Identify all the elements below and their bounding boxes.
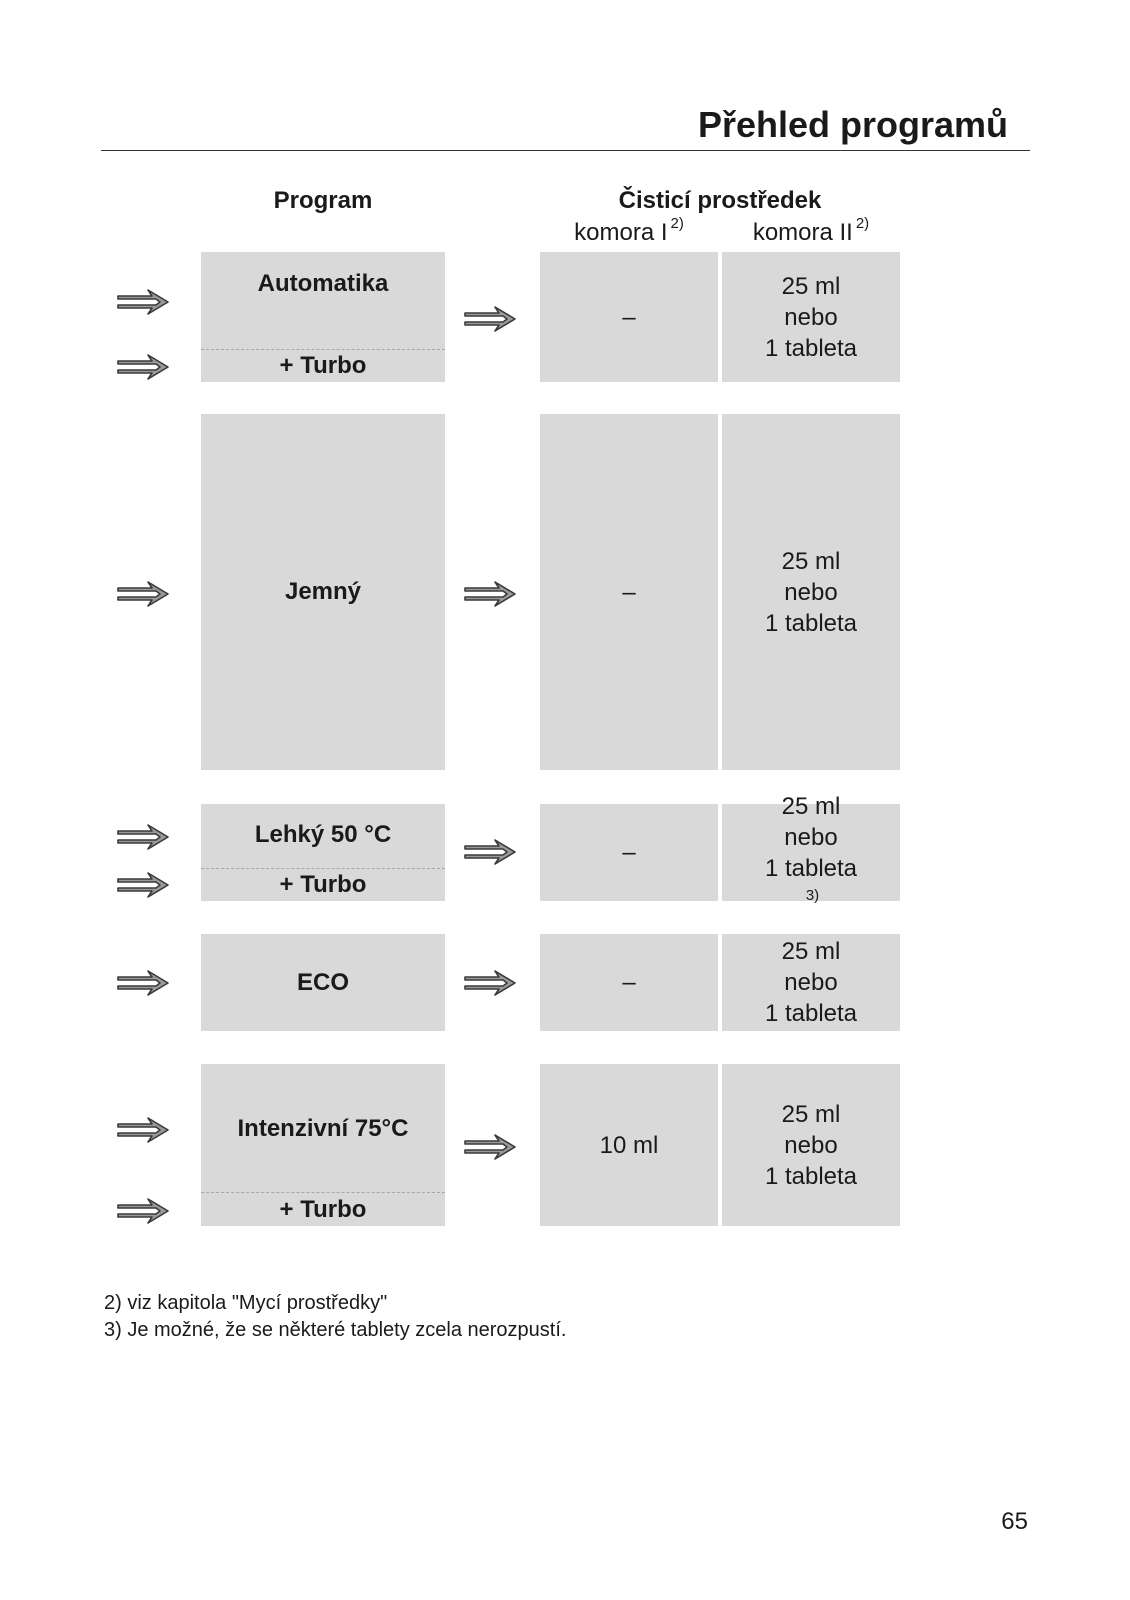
double-arrow-right-icon [116,821,176,853]
header-chamber-1: komora I $^{2)}$ [574,215,684,246]
double-arrow-right-icon [116,967,176,999]
turbo-option: + Turbo [201,349,445,382]
header-program: Program [273,187,373,214]
double-arrow-right-icon [116,286,176,318]
chamber-2-value: 25 ml nebo 1 tableta [722,1064,900,1226]
chamber-1-value: – [540,934,718,1031]
double-arrow-right-icon [463,836,523,868]
header-detergent: Čisticí prostředek [618,187,822,214]
footnote-3: 3) Je možné, že se některé tablety zcela nerozpustí. [104,1319,567,1341]
chamber-1-value: – [540,252,718,382]
double-arrow-right-icon [116,869,176,901]
chamber-2-value: 25 ml nebo 1 tableta $^{3)}$ [722,804,900,901]
program-name: Jemný [201,414,445,770]
chamber-1-value: – [540,804,718,901]
double-arrow-right-icon [463,303,523,335]
chamber-1-value: 10 ml [540,1064,718,1226]
program-name: ECO [201,934,445,1031]
program-name: Lehký 50 °C [254,821,392,848]
header-chamber-2: komora II $^{2)}$ [752,215,870,246]
turbo-option: + Turbo [201,868,445,901]
double-arrow-right-icon [463,578,523,610]
page-title: Přehled programů [697,104,1008,145]
turbo-option: + Turbo [201,1192,445,1226]
program-name: Intenzivní 75°C [237,1115,409,1142]
page-number: 65 [1001,1508,1028,1535]
double-arrow-right-icon [116,578,176,610]
chamber-2-value: 25 ml nebo 1 tableta [722,414,900,770]
program-name: Automatika [257,269,389,297]
chamber-2-value: 25 ml nebo 1 tableta [722,934,900,1031]
chamber-1-value: – [540,414,718,770]
program-cell [201,1064,445,1226]
double-arrow-right-icon [463,967,523,999]
double-arrow-right-icon [116,1114,176,1146]
double-arrow-right-icon [116,351,176,383]
chamber-2-value: 25 ml nebo 1 tableta [722,252,900,382]
program-cell [201,252,445,382]
program-cell [201,804,445,901]
double-arrow-right-icon [116,1195,176,1227]
double-arrow-right-icon [463,1131,523,1163]
title-divider [101,150,1030,151]
footnote-2: 2) viz kapitola "Mycí prostředky" [104,1292,388,1314]
